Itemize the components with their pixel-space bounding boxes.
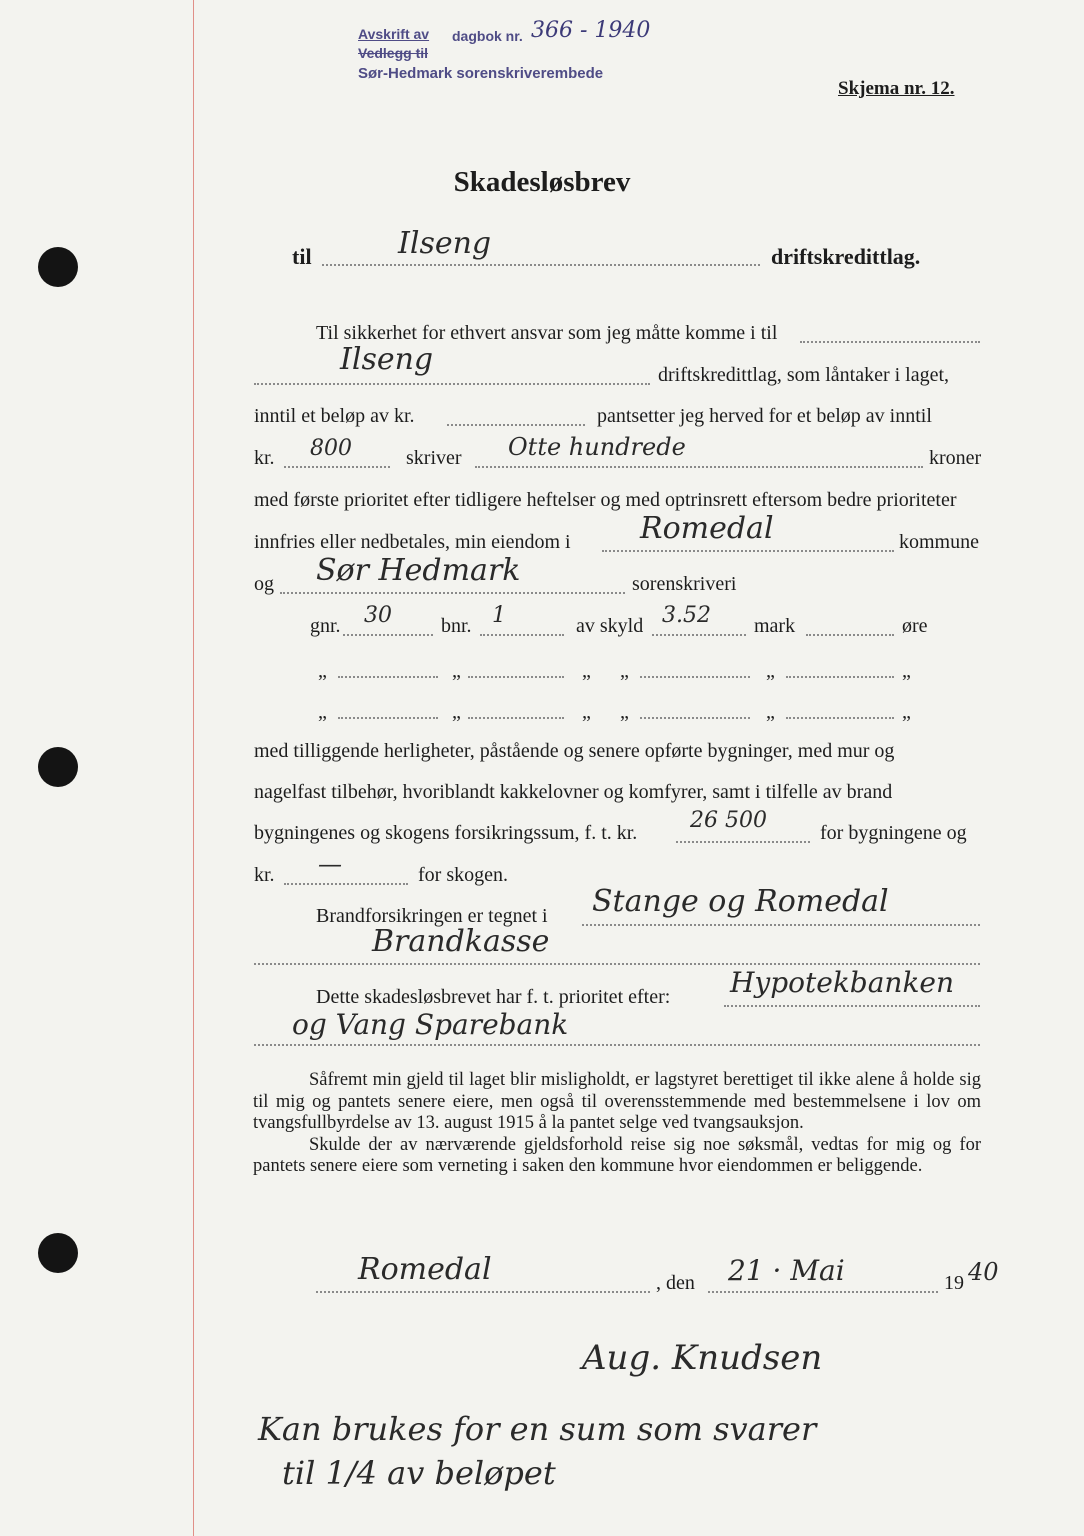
ditto-mark: „ bbox=[582, 701, 591, 723]
intro-line3b: pantsetter jeg herved for et beløp av inntil bbox=[597, 405, 932, 427]
fill-line bbox=[338, 717, 438, 719]
fill-line bbox=[724, 1005, 980, 1007]
ditto-mark: „ bbox=[582, 660, 591, 682]
bnr-label: bnr. bbox=[441, 615, 472, 637]
intro-line6a: innfries eller nedbetales, min eiendom i bbox=[254, 531, 571, 553]
lag-name-2: Ilseng bbox=[340, 342, 434, 377]
diary-number: 366 - 1940 bbox=[531, 18, 651, 43]
terms-paragraph-1: Såfremt min gjeld til laget blir misligholdt, er lagstyret berettiget til ikke alene å holde sig til mig og pantets senere eiere, men også til overensstemmende med bestemmelsene i lov om tvangsfullbyrdelse av 13. august 1915 å la pantet selge ved tvangsauksjon. bbox=[253, 1070, 981, 1133]
og-label: og bbox=[254, 573, 274, 595]
gnr-value: 30 bbox=[364, 603, 392, 628]
intro-line5: med første prioritet efter tidligere heftelser og med optrinsrett eftersom bedre prioriteter bbox=[254, 489, 957, 511]
body-line3: bygningenes og skogens forsikringssum, f. t. kr. bbox=[254, 822, 638, 844]
ditto-mark: „ bbox=[452, 701, 461, 723]
fill-line bbox=[284, 883, 408, 885]
fill-line bbox=[254, 963, 980, 965]
priority-creditor-2: og Vang Sparebank bbox=[292, 1008, 569, 1041]
fill-line bbox=[708, 1291, 938, 1293]
brand-company-1: Stange og Romedal bbox=[592, 884, 889, 919]
body-line1: med tilliggende herligheter, påstående og senere opførte bygninger, med mur og bbox=[254, 740, 895, 762]
stamp-vedlegg: Vedlegg til bbox=[358, 45, 429, 61]
fill-line bbox=[676, 841, 810, 843]
fill-line bbox=[480, 634, 564, 636]
amount-value: 800 bbox=[310, 436, 352, 461]
fill-line bbox=[338, 676, 438, 678]
year-suffix: 40 bbox=[968, 1258, 999, 1286]
intro-line2-tail: driftskredittlag, som låntaker i laget, bbox=[658, 364, 950, 386]
signature: Aug. Knudsen bbox=[582, 1338, 823, 1378]
fill-line bbox=[786, 676, 894, 678]
kommune-label: kommune bbox=[899, 531, 979, 553]
fill-line bbox=[786, 717, 894, 719]
note-line2: til 1/4 av beløpet bbox=[282, 1454, 556, 1492]
body-line2: nagelfast tilbehør, hvoriblandt kakkelovner og komfyrer, samt i tilfelle av brand bbox=[254, 781, 893, 803]
fill-line bbox=[322, 264, 760, 266]
fill-line bbox=[316, 1291, 650, 1293]
fill-line bbox=[806, 634, 894, 636]
page-title: Skadesløsbrev bbox=[453, 166, 631, 198]
terms-block bbox=[253, 1070, 981, 1178]
priority-label: Dette skadesløsbrevet har f. t. prioritet efter: bbox=[316, 986, 671, 1008]
ditto-mark: „ bbox=[766, 701, 775, 723]
signing-place: Romedal bbox=[358, 1252, 492, 1287]
sorenskriveri-value: Sør Hedmark bbox=[316, 553, 521, 588]
brand-label: Brandforsikringen er tegnet i bbox=[316, 905, 548, 927]
ditto-mark: „ bbox=[902, 660, 911, 682]
signing-date: 21 · Mai bbox=[728, 1254, 845, 1287]
ditto-mark: „ bbox=[318, 660, 327, 682]
red-margin-line bbox=[193, 0, 194, 1536]
ditto-mark: „ bbox=[452, 660, 461, 682]
year-prefix: 19 bbox=[944, 1272, 964, 1294]
fill-line bbox=[475, 466, 923, 468]
forest-sum: — bbox=[318, 850, 342, 878]
fill-line bbox=[280, 592, 625, 594]
fill-line bbox=[343, 634, 433, 636]
ditto-mark: „ bbox=[766, 660, 775, 682]
fill-line bbox=[254, 383, 650, 385]
to-suffix: driftskredittlag. bbox=[771, 244, 921, 269]
insurance-sum: 26 500 bbox=[690, 808, 767, 833]
sorenskriveri-label: sorenskriveri bbox=[632, 573, 737, 595]
kr-label: kr. bbox=[254, 447, 275, 469]
fill-line bbox=[468, 676, 564, 678]
punch-hole-middle bbox=[38, 747, 78, 787]
mark-label: mark bbox=[754, 615, 796, 637]
stamp-dagbok: dagbok nr. bbox=[452, 28, 523, 44]
brand-company-2: Brandkasse bbox=[372, 924, 550, 959]
punch-hole-top bbox=[38, 247, 78, 287]
fill-line bbox=[602, 550, 894, 552]
stamp-avskrift: Avskrift av bbox=[358, 26, 430, 42]
ditto-mark: „ bbox=[318, 701, 327, 723]
ditto-mark: „ bbox=[902, 701, 911, 723]
note-line1: Kan brukes for en sum som svarer bbox=[258, 1410, 817, 1448]
intro-line3a: inntil et beløp av kr. bbox=[254, 405, 415, 427]
skriver-label: skriver bbox=[406, 447, 462, 469]
fill-line bbox=[652, 634, 746, 636]
fill-line bbox=[284, 466, 390, 468]
fill-line bbox=[640, 676, 750, 678]
fill-line bbox=[640, 717, 750, 719]
fill-line bbox=[447, 424, 585, 426]
kommune-value: Romedal bbox=[640, 511, 774, 546]
kroner-label: kroner bbox=[929, 447, 982, 469]
lag-name: Ilseng bbox=[398, 226, 492, 261]
intro-line1: Til sikkerhet for ethvert ansvar som jeg måtte komme i til bbox=[316, 322, 778, 344]
fill-line bbox=[468, 717, 564, 719]
gnr-label: gnr. bbox=[310, 615, 341, 637]
fill-line bbox=[800, 341, 980, 343]
to-label: til bbox=[292, 244, 312, 269]
ditto-mark: „ bbox=[620, 701, 629, 723]
bnr-value: 1 bbox=[492, 603, 506, 628]
ore-label: øre bbox=[902, 615, 928, 637]
priority-creditor-1: Hypotekbanken bbox=[730, 966, 955, 999]
ditto-mark: „ bbox=[620, 660, 629, 682]
amount-words: Otte hundrede bbox=[508, 433, 686, 461]
punch-hole-bottom bbox=[38, 1233, 78, 1273]
terms-paragraph-2: Skulde der av nærværende gjeldsforhold reise sig noe søksmål, vedtas for mig og for pantets senere eiere som verneting i saken den kommune hvor eiendommen er beliggende. bbox=[253, 1134, 981, 1176]
stamp-office: Sør-Hedmark sorenskriverembede bbox=[358, 65, 604, 82]
kr-label-2: kr. bbox=[254, 864, 275, 886]
fill-line bbox=[254, 1044, 980, 1046]
skyld-value: 3.52 bbox=[662, 603, 711, 628]
body-line4-tail: for skogen. bbox=[418, 864, 508, 886]
skyld-label: av skyld bbox=[576, 615, 644, 637]
fill-line bbox=[582, 924, 980, 926]
den-label: , den bbox=[656, 1272, 695, 1294]
body-line3-tail: for bygningene og bbox=[820, 822, 967, 844]
form-number: Skjema nr. 12. bbox=[838, 78, 955, 99]
